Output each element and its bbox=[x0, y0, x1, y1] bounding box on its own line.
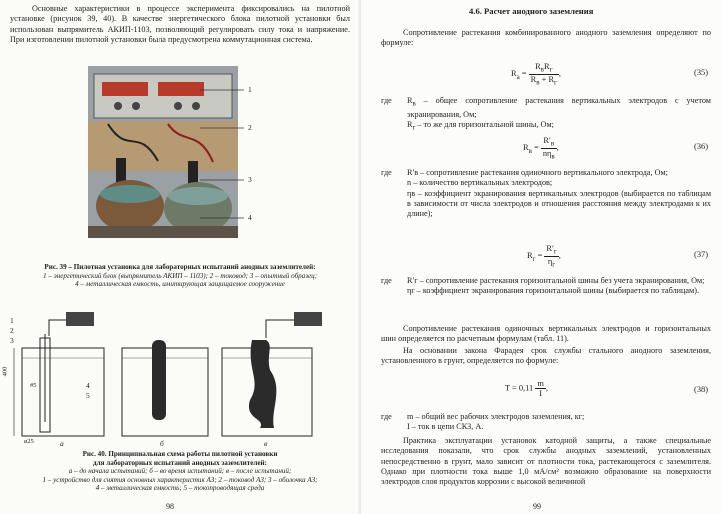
fig40-line-3: 4 – металлическая емкость; 5 – токопроводящая среда bbox=[95, 484, 265, 493]
fig40-caption bbox=[6, 450, 354, 493]
schem-bottom-label: ø25 bbox=[24, 438, 34, 445]
schem-label-4: 4 bbox=[86, 381, 90, 390]
schem-sub-b: б bbox=[160, 439, 164, 448]
schem-label-3: 3 bbox=[10, 336, 14, 345]
schem-sub-a: а bbox=[60, 439, 64, 448]
page-number-right: 99 bbox=[533, 502, 541, 511]
fig40-title-1: Рис. 40. Принципиальная схема работы пилотной установки bbox=[82, 450, 278, 458]
right-page bbox=[361, 0, 722, 514]
schem-label-2: 2 bbox=[10, 326, 14, 335]
page-number-left: 98 bbox=[166, 502, 174, 511]
paragraph-2: Сопротивление растекания одиночных вертикальных электродов и горизонтальных шин определяется по расчетным формулам (табл. 11). bbox=[381, 324, 711, 344]
eq-number-35: (35) bbox=[694, 68, 708, 77]
schem-height-label: 400 bbox=[1, 366, 9, 377]
definitions-36: где R′в – сопротивление растекания одиночного вертикального электрода, Ом; n – количество вертикальных электродов; ηв – коэффициент экранирования вертикальных электродов (выбирается по таблицам в зависимости от числа электродов и отношения расстояния между электродами к их длине); bbox=[381, 168, 711, 219]
formula-36: $R_в$ = $\frac{R'_в}{n\eta_в}$ , bbox=[523, 136, 559, 161]
fig40-title-2: для лабораторных испытаний анодных заземлителей: bbox=[93, 458, 267, 467]
photo-label-4: 4 bbox=[248, 213, 252, 222]
eq-number-37: (37) bbox=[694, 250, 708, 259]
eq-number-36: (36) bbox=[694, 142, 708, 151]
schem-label-1: 1 bbox=[10, 316, 14, 325]
fig39-line-1: 1 – энергетический блок (выпрямитель АКИП – 1103); 2 – токовод; 3 – опытный образец; bbox=[42, 271, 318, 280]
schem-diameter-label: #5 bbox=[30, 382, 37, 389]
definitions-35: где $R_в$ – общее сопротивление растекания вертикальных электродов с учетом экранирования, Ом; $R_г$ – то же для горизонтальной шины, Ом; bbox=[381, 96, 711, 132]
paragraph-4: Практика эксплуатации установок катодной защиты, а также специальные исследования показали, что срок службы анодных заземлений, установленных непосредственно в грунт, мало зависит от плотности тока, растекающегося с заземлителя. Однако при плотности тока выше 1,0 мА/см² возможно образование на поверхности электродов слоя продуктов коррозии с высокой величиной bbox=[381, 436, 711, 487]
fig40-line-2: 1 – устройство для снятия основных характеристик АЗ; 2 – токовод АЗ; 3 – оболочка АЗ; bbox=[42, 475, 318, 484]
definitions-38: где m – общий вес рабочих электродов заземления, кг; I – ток в цепи СКЗ, А. bbox=[381, 412, 585, 432]
fig40-line-1: а – до начала испытаний; б – во время испытаний; в – после испытаний; bbox=[68, 467, 292, 476]
paragraph-1: Сопротивление растекания комбинированного анодного заземления определяют по формуле: bbox=[381, 28, 711, 48]
section-heading: 4.6. Расчет анодного заземления bbox=[469, 6, 594, 16]
photo-label-2: 2 bbox=[248, 123, 252, 132]
formula-38: T = 0,11 $\frac{m}{I}$ , bbox=[505, 379, 548, 398]
paragraph-3: На основании закона Фарадея срок службы стального анодного заземления, установленного в грунт, определяется по формуле: bbox=[381, 346, 711, 366]
photo-label-3: 3 bbox=[248, 175, 252, 184]
fig40-schematic bbox=[4, 310, 356, 446]
formula-35: $R_а$ = $\frac{R_вR_г}{R_в + R_г}$ , bbox=[511, 62, 561, 87]
intro-paragraph: Основные характеристики в процессе эксперимента фиксировались на пилотной установке (рисунок 39, 40). В качестве энергетического блока пилотной установки был использован выпрямитель АКИП-1103, позволяющий регулировать силу тока и напряжение. При изготовлении пилотной установки была предусмотрена коммутационная система. bbox=[10, 4, 350, 44]
fig39-caption bbox=[6, 263, 354, 289]
photo-callout-lines bbox=[200, 80, 260, 230]
photo-label-1: 1 bbox=[248, 85, 252, 94]
schem-label-5: 5 bbox=[86, 391, 90, 400]
eq-number-38: (38) bbox=[694, 385, 708, 394]
formula-37: $R_г$ = $\frac{R'_г}{\eta_г}$ , bbox=[527, 244, 561, 269]
definitions-37: где R′г – сопротивление растекания горизонтальной шины без учета экранирования, Ом; ηг – коэффициент экранирования горизонтальной шины (выбирается по таблицам). bbox=[381, 276, 705, 296]
fig39-title: Рис. 39 – Пилотная установка для лабораторных испытаний анодных заземлителей: bbox=[44, 263, 316, 271]
schem-sub-v: в bbox=[264, 439, 268, 448]
fig39-line-2: 4 – металлическая емкость, имитирующая защищаемое сооружение bbox=[75, 280, 285, 289]
